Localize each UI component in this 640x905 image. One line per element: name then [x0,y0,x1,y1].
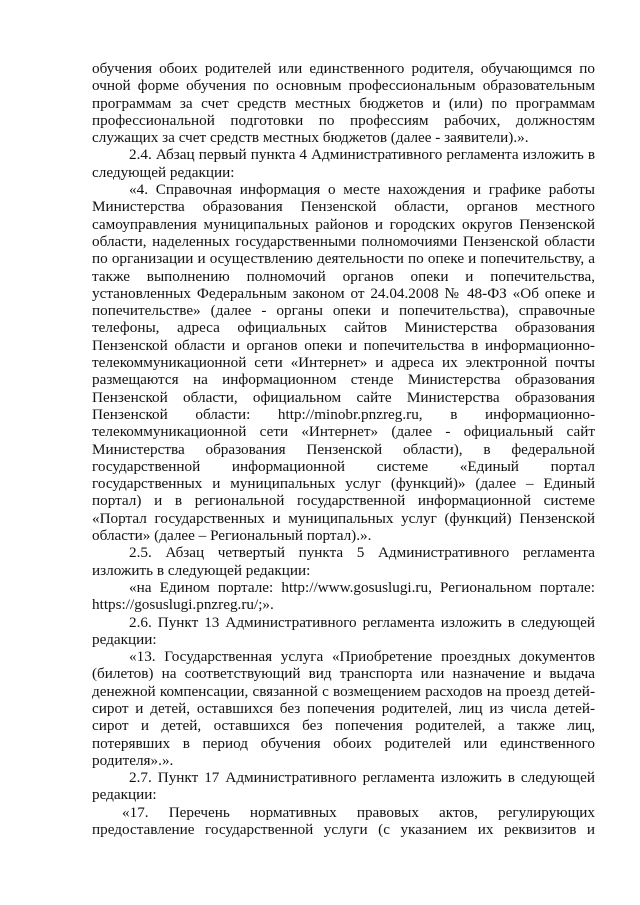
paragraph-2-4-heading: 2.4. Абзац первый пункта 4 Административного регламента изложить в следующей редакции: [92,146,595,181]
paragraph-point-17-text: «17. Перечень нормативных правовых актов, регулирующих предоставление государственной услуги (с указанием их реквизитов и [92,803,595,839]
document-page [92,60,595,838]
paragraph-point-4-text: «4. Справочная информация о месте нахождения и графике работы Министерства образования Пензенской области, органов местного самоуправления муниципальных районов и городских округов Пензенской области, наделенных государственными полномочиями Пензенской области по организации и осуществлению деятельности по опеке и попечительству, а также выполнению полномочий органов опеки и попечительства, установленных Федеральным законом от 24.04.2008 № 48-ФЗ «Об опеке и попечительстве» (далее - органы опеки и попечительства), справочные телефоны, адреса официальных сайтов Министерства образования Пензенской области и органов опеки и попечительства в информационно-телекоммуникационной сети «Интернет» и адреса их электронной почты размещаются на информационном стенде Министерства образования Пензенской области, официальном сайте Министерства образования Пензенской области: http://minobr.pnzreg.ru, в информационно-телекоммуникационной сети «Интернет» (далее - официальный сайт Министерства образования Пензенской области), в федеральной государственной информационной системе «Единый портал государственных и муниципальных услуг (функций)» (далее – Единый портал) и в региональной государственной информационной системе «Портал государственных и муниципальных услуг (функций) Пензенской области» (далее – Региональный портал).». [92,181,595,545]
paragraph-2-7-heading: 2.7. Пункт 17 Административного регламента изложить в следующей редакции: [92,769,595,804]
paragraph-2-6-heading: 2.6. Пункт 13 Административного регламента изложить в следующей редакции: [92,613,595,648]
paragraph-continuation: обучения обоих родителей или единственного родителя, обучающимся по очной форме обучения по основным профессиональным образовательным программам за счет средств местных бюджетов и (или) по программам профессиональной подготовки по профессиям рабочих, должностям служащих за счет средств местных бюджетов (далее - заявители).». [92,60,595,147]
paragraph-2-5-heading: 2.5. Абзац четвертый пункта 5 Административного регламента изложить в следующей редакции: [92,544,595,579]
paragraph-point-5-text: «на Едином портале: http://www.gosuslugi.ru, Региональном портале: https://gosuslugi.pnzreg.ru/;». [92,578,595,614]
paragraph-point-13-text: «13. Государственная услуга «Приобретение проездных документов (билетов) на соответствующий вид транспорта или назначение и выдача денежной компенсации, связанной с возмещением расходов на проезд детей-сирот и детей, оставшихся без попечения родителей, лиц из числа детей-сирот и детей, оставшихся без попечения родителей, а также лиц, потерявших в период обучения обоих родителей или единственного родителя».». [92,648,595,769]
